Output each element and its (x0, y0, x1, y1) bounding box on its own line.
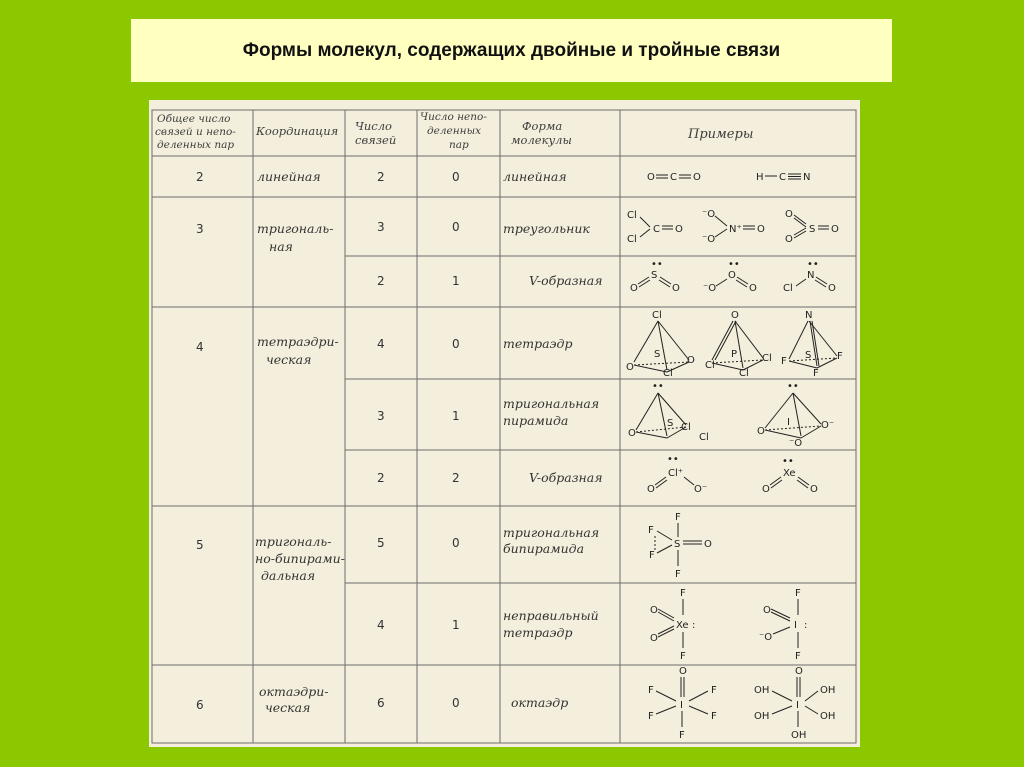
svg-text:O: O (731, 310, 739, 321)
svg-text:O: O (675, 224, 683, 235)
svg-text:O: O (687, 355, 695, 366)
row-lone: 0 (452, 696, 460, 710)
svg-text:F: F (837, 351, 843, 362)
row-bonds: 3 (377, 409, 385, 423)
row-shape: тетраэдр (503, 336, 573, 351)
svg-text:O: O (785, 209, 793, 220)
group-total: 6 (196, 698, 204, 712)
row-shape: V-образная (529, 273, 603, 288)
svg-text:Cl: Cl (627, 210, 637, 221)
svg-text:••: •• (652, 381, 664, 392)
row-shape: октаэдр (511, 695, 569, 710)
svg-text:O⁻: O⁻ (694, 484, 708, 495)
svg-text:Cl: Cl (739, 368, 749, 379)
row-shape: пирамида (503, 413, 569, 428)
svg-text:F: F (679, 730, 685, 741)
header-bonds-line1: Число (355, 119, 392, 133)
example-io2f2 (759, 588, 807, 662)
table-header (155, 111, 753, 151)
svg-text:O: O (704, 539, 712, 550)
header-examples: Примеры (688, 127, 754, 142)
row-bonds: 6 (377, 696, 385, 710)
svg-text:F: F (813, 368, 819, 379)
svg-text:O: O (757, 426, 765, 437)
slide-title: Формы молекул, содержащих двойные и тройные связи (131, 19, 892, 82)
svg-text:O: O (757, 224, 765, 235)
example-so2cl2-tetrahedron (626, 310, 695, 379)
svg-text:F: F (648, 711, 654, 722)
example-so3 (785, 209, 839, 245)
svg-text:OH: OH (791, 730, 807, 741)
svg-text::: : (804, 620, 808, 631)
group-coordination: дальная (261, 568, 316, 583)
example-xeo2 (762, 456, 818, 495)
example-socl2-pyramid (628, 381, 709, 443)
svg-text:F: F (781, 356, 787, 367)
example-periodic-acid-octahedron (754, 666, 835, 741)
svg-text:••: •• (782, 456, 794, 467)
svg-text:N: N (807, 270, 815, 281)
svg-text:Cl: Cl (663, 368, 673, 379)
header-total-line1: Общее число (157, 113, 231, 125)
svg-text:F: F (711, 711, 717, 722)
row-lone: 1 (452, 409, 460, 423)
svg-text:O: O (831, 224, 839, 235)
svg-text:Xe: Xe (783, 468, 796, 479)
svg-text:••: •• (651, 259, 663, 270)
example-nitrate (702, 209, 765, 245)
svg-text:S: S (654, 349, 661, 360)
row-shape: V-образная (529, 470, 603, 485)
group-coordination: октаэдри- (259, 684, 329, 699)
svg-text:O: O (647, 172, 655, 183)
svg-text:O: O (628, 428, 636, 439)
example-io3-pyramid (757, 381, 834, 449)
svg-text:••: •• (787, 381, 799, 392)
scanned-table (149, 100, 860, 747)
svg-text:F: F (680, 651, 686, 662)
svg-text:Cl: Cl (699, 432, 709, 443)
header-coordination: Координация (256, 124, 339, 138)
row-bonds: 2 (377, 471, 385, 485)
group-total: 4 (196, 340, 204, 354)
svg-text:H: H (756, 172, 764, 183)
svg-text:I: I (794, 620, 797, 631)
group-coordination: ческая (266, 352, 312, 367)
svg-text:••: •• (667, 454, 679, 465)
svg-text:C: C (653, 224, 660, 235)
svg-text:F: F (680, 588, 686, 599)
svg-text::: : (692, 620, 696, 631)
svg-text:F: F (795, 588, 801, 599)
svg-text:Cl: Cl (762, 353, 772, 364)
svg-text:O: O (749, 283, 757, 294)
row-cells (377, 169, 603, 710)
svg-text:O: O (728, 270, 736, 281)
svg-text:O: O (763, 605, 771, 616)
svg-text:Cl: Cl (681, 422, 691, 433)
header-lone-line1: Число непо- (420, 111, 487, 123)
svg-text:O: O (650, 605, 658, 616)
svg-text:S: S (674, 539, 681, 550)
group-coordination: тетраэдри- (257, 334, 339, 349)
svg-text:P: P (731, 349, 738, 360)
example-xeo2f2 (650, 588, 695, 662)
svg-text:O: O (785, 234, 793, 245)
header-total-line2: связей и непо- (155, 126, 236, 138)
svg-text:O: O (647, 484, 655, 495)
svg-text:S: S (667, 418, 674, 429)
svg-text:C: C (670, 172, 677, 183)
group-coordination: ная (269, 239, 293, 254)
example-iof5-octahedron (648, 666, 717, 741)
row-shape: линейная (503, 169, 567, 184)
example-so2 (630, 259, 680, 294)
svg-text:Cl: Cl (652, 310, 662, 321)
svg-text:S: S (651, 270, 658, 281)
svg-text:N⁺: N⁺ (729, 224, 742, 235)
example-sof4-bipyramid (648, 512, 712, 580)
group-coordination: тригональ- (255, 534, 332, 549)
svg-text:S: S (805, 350, 812, 361)
svg-text:⁻O: ⁻O (759, 632, 773, 643)
svg-text:••: •• (728, 259, 740, 270)
row-bonds: 3 (377, 220, 385, 234)
example-nf3-tetrahedron (781, 310, 843, 379)
svg-text:F: F (711, 685, 717, 696)
row-bonds: 2 (377, 170, 385, 184)
row-lone: 0 (452, 220, 460, 234)
group-coordination: тригональ- (257, 221, 334, 236)
row-bonds: 2 (377, 274, 385, 288)
group-column (196, 169, 345, 715)
svg-text:O: O (672, 283, 680, 294)
svg-text:O: O (810, 484, 818, 495)
svg-text:Cl: Cl (705, 360, 715, 371)
row-shape: треугольник (503, 221, 590, 236)
group-coordination: но-бипирами- (255, 551, 345, 566)
row-lone: 0 (452, 170, 460, 184)
svg-text:F: F (648, 525, 654, 536)
example-pocl3-tetrahedron (705, 310, 772, 379)
row-shape: тригональная (503, 525, 600, 540)
group-total: 5 (196, 538, 204, 552)
svg-text:O: O (693, 172, 701, 183)
svg-text:N: N (805, 310, 813, 321)
svg-text:F: F (675, 569, 681, 580)
row-bonds: 4 (377, 618, 385, 632)
row-lone: 0 (452, 337, 460, 351)
header-shape-line1: Форма (522, 119, 563, 133)
row-shape: неправильный (503, 608, 599, 623)
svg-text:OH: OH (754, 685, 770, 696)
svg-text:Cl⁺: Cl⁺ (668, 468, 684, 479)
svg-text:F: F (795, 651, 801, 662)
svg-text:S: S (809, 224, 816, 235)
svg-text:I: I (787, 417, 790, 428)
svg-text:O: O (650, 633, 658, 644)
svg-text:O: O (626, 362, 634, 373)
row-shape: тригональная (503, 396, 600, 411)
row-lone: 1 (452, 274, 460, 288)
group-total: 3 (196, 222, 204, 236)
svg-text:OH: OH (754, 711, 770, 722)
example-chlorite (647, 454, 707, 495)
svg-text:O⁻: O⁻ (821, 420, 835, 431)
header-lone-line3: пар (449, 139, 469, 151)
row-shape: тетраэдр (503, 625, 573, 640)
group-coordination: линейная (257, 169, 321, 184)
svg-text:OH: OH (820, 685, 836, 696)
svg-text:O: O (795, 666, 803, 677)
header-shape-line2: молекулы (511, 133, 572, 147)
example-hcn (756, 172, 810, 183)
svg-text:••: •• (807, 259, 819, 270)
svg-text:⁻O: ⁻O (789, 438, 803, 449)
row-lone: 1 (452, 618, 460, 632)
svg-text:O: O (679, 666, 687, 677)
svg-text:O: O (828, 283, 836, 294)
svg-text:O: O (630, 283, 638, 294)
svg-text:O: O (762, 484, 770, 495)
group-total: 2 (196, 170, 204, 184)
svg-text:⁻O: ⁻O (702, 234, 716, 245)
molecular-shapes-table (149, 100, 860, 747)
group-coordination: ческая (265, 700, 311, 715)
svg-text:Cl: Cl (783, 283, 793, 294)
svg-text:F: F (675, 512, 681, 523)
svg-text:F: F (648, 685, 654, 696)
header-total-line3: деленных пар (157, 139, 235, 151)
example-nitrite (703, 259, 757, 294)
svg-text:OH: OH (820, 711, 836, 722)
svg-text:I: I (680, 700, 683, 711)
svg-text:⁻O: ⁻O (703, 283, 717, 294)
row-bonds: 4 (377, 337, 385, 351)
row-shape: бипирамида (503, 541, 585, 556)
svg-text:Xe: Xe (676, 620, 689, 631)
svg-text:I: I (796, 700, 799, 711)
header-bonds-line2: связей (355, 133, 397, 147)
svg-text:C: C (779, 172, 786, 183)
header-lone-line2: деленных (427, 125, 482, 137)
svg-text:Cl: Cl (627, 234, 637, 245)
example-nocl (783, 259, 836, 294)
row-lone: 0 (452, 536, 460, 550)
svg-text:F: F (649, 550, 655, 561)
row-bonds: 5 (377, 536, 385, 550)
example-co2 (647, 172, 701, 183)
example-phosgene (627, 210, 683, 245)
svg-text:⁻O: ⁻O (702, 209, 716, 220)
row-lone: 2 (452, 471, 460, 485)
svg-text:N: N (803, 172, 811, 183)
